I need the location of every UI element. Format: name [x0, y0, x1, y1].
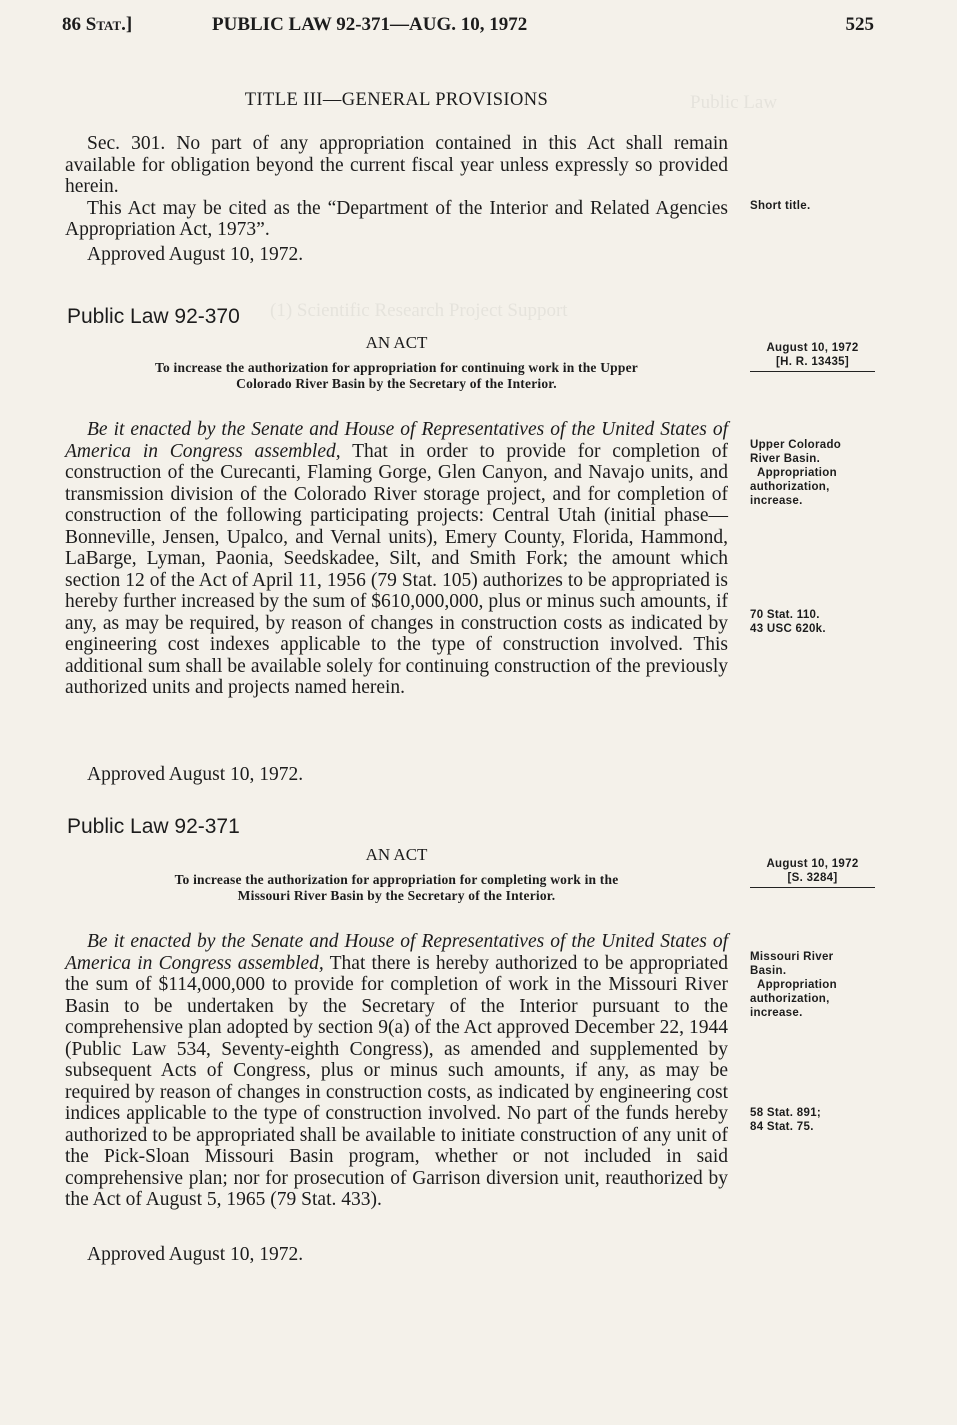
bracket: ] [125, 14, 133, 35]
margin-date: August 10, 1972 [766, 858, 859, 870]
act-description-line: To increase the authorization for appropriation for continuing work in the Upper [155, 360, 638, 375]
public-law-92-370-heading: Public Law 92-370 [67, 305, 240, 328]
public-law-92-371-heading: Public Law 92-371 [67, 815, 240, 838]
margin-note-text: Appropriation [757, 979, 837, 991]
approval-date: Approved August 10, 1972. [87, 1244, 304, 1265]
margin-note-text: 58 Stat. 891; [750, 1107, 822, 1119]
margin-note-text: increase. [750, 495, 803, 507]
page-header [62, 14, 874, 44]
margin-date: August 10, 1972 [766, 342, 859, 354]
margin-bill-number: [S. 3284] [750, 871, 875, 888]
margin-note-text: Missouri River [750, 951, 834, 963]
margin-note-short-title [750, 199, 810, 213]
act-description-line: Colorado River Basin by the Secretary of the Interior. [236, 376, 557, 391]
page-number: 525 [845, 14, 874, 35]
short-title-paragraph: This Act may be cited as the “Department of the Interior and Related Agencies Appropriation Act, 1973”. [65, 197, 728, 240]
act-provision: That there is hereby authorized to be appropriated the sum of $114,000,000 to provide for completion of work in the Missouri River Basin to be undertaken by the Secretary of the Interior pursuant to the comprehensive plan adopted by section 9(a) of the Act approved December 22, 1944 (Public Law 534, Seventy-eighth Congress), as amended and supplemented by subsequent Acts of Congress, plus or minus such amounts, if any, as may be required by reason of changes in construction costs, as indicated by engineering cost indices applicable to the type of construction involved. No part of the funds hereby authorized to be appropriated shall be available to initiate construction of any unit of the Pick-Sloan Missouri Basin program, whether or not included in said comprehensive plan; nor for prosecution of Garrison diversion unit, reauthorized by the Act of August 5, 1965 (79 Stat. 433). [65, 952, 729, 1210]
an-act-label: AN ACT [365, 333, 428, 352]
margin-bill-number: [H. R. 13435] [750, 355, 875, 372]
enacting-clause: Be it enacted by the Senate and House of Representatives of the United States of America in Congress assembled, [65, 931, 728, 974]
margin-note-text: 70 Stat. 110. [750, 609, 820, 621]
act-provision: That in order to provide for completion of construction of the Curecanti, Flaming Gorge, Glen Canyon, and Navajo units, and transmission division of the Colorado River storage project, and for completion of construction of the following participating projects: Central Utah (initial phase—Bonneville, Jensen, Upalco, and Vernal units), Emery County, Florida, Hammond, LaBarge, Lyman, Paonia, Seedskadee, Silt, and Smith Fork; the amount which section 12 of the Act of April 11, 1956 (79 Stat. 105) authorizes to be appropriated is hereby further increased by the sum of $610,000,000, plus or minus such amounts, if any, as may be required, by reason of changes in construction costs as indicated by engineering cost indexes applicable to the type of construction involved. This additional sum shall be available solely for continuing construction of the previously authorized units and projects named herein. [65, 440, 728, 698]
margin-note-topic [750, 950, 837, 1020]
bleed-through-text: Public Law [690, 92, 778, 113]
volume-number: 86 [62, 14, 81, 35]
margin-note-text: 84 Stat. 75. [750, 1121, 814, 1133]
margin-note-topic [750, 438, 841, 508]
margin-note-text: 43 USC 620k. [750, 623, 826, 635]
act-description [65, 872, 728, 904]
margin-note-text: Upper Colorado [750, 439, 842, 451]
act-text [65, 419, 728, 699]
margin-note-text: authorization, [750, 481, 830, 493]
approval-date: Approved August 10, 1972. [87, 764, 304, 785]
bleed-through-text: (1) Scientific Research Project Support [270, 300, 568, 321]
an-act-label: AN ACT [365, 845, 428, 864]
public-law-92-370-body [65, 419, 728, 699]
margin-note-citation [750, 608, 826, 636]
public-law-92-371-body [65, 931, 728, 1211]
margin-note-date-bill [750, 857, 875, 888]
margin-note-citation [750, 1106, 821, 1134]
approval-date: Approved August 10, 1972. [87, 244, 304, 265]
act-description-line: To increase the authorization for appropriation for completing work in the [174, 872, 619, 887]
title-iii-heading: TITLE III—GENERAL PROVISIONS [244, 90, 549, 110]
stat-label: Stat. [85, 14, 126, 35]
act-description [65, 360, 728, 392]
act-text [65, 931, 728, 1211]
running-title: PUBLIC LAW 92-371—AUG. 10, 1972 [212, 14, 528, 35]
margin-note-text: Short title. [750, 200, 811, 212]
margin-note-text: Basin. [750, 965, 787, 977]
title-iii-body [65, 133, 728, 241]
margin-note-text: River Basin. [750, 453, 821, 465]
act-description-line: Missouri River Basin by the Secretary of the Interior. [237, 888, 556, 903]
margin-note-date-bill [750, 341, 875, 372]
margin-note-text: authorization, [750, 993, 830, 1005]
statute-citation [62, 14, 132, 36]
margin-note-text: Appropriation [757, 467, 837, 479]
margin-note-text: increase. [750, 1007, 803, 1019]
enacting-clause: Be it enacted by the Senate and House of Representatives of the United States of America in Congress assembled, [65, 419, 728, 462]
section-301: Sec. 301. No part of any appropriation contained in this Act shall remain available for obligation beyond the current fiscal year unless expressly so provided herein. [65, 133, 728, 197]
